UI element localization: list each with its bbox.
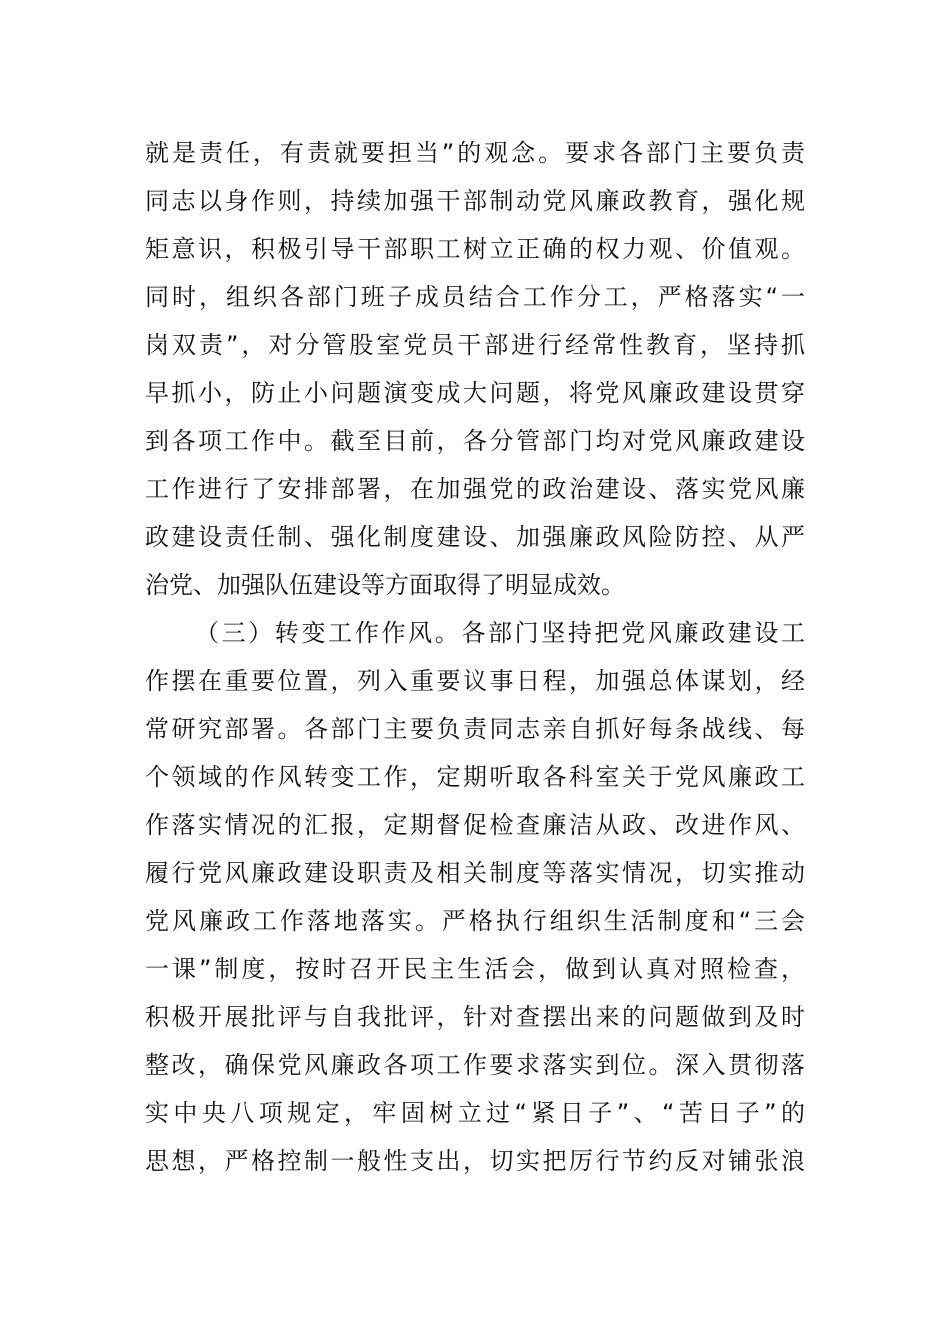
text-line: 工作进行了安排部署，在加强党的政治建设、落实党风廉 bbox=[145, 475, 805, 503]
text-line: 履行党风廉政建设职责及相关制度等落实情况，切实推动 bbox=[145, 859, 805, 887]
text-line: 实中央八项规定，牢固树立过“紧日子”、“苦日子”的 bbox=[145, 1099, 805, 1127]
text-line: 治党、加强队伍建设等方面取得了明显成效。 bbox=[145, 571, 625, 599]
text-line: 一课”制度，按时召开民主生活会，做到认真对照检查， bbox=[145, 955, 805, 983]
document-page bbox=[145, 129, 805, 1185]
text-line: 早抓小，防止小问题演变成大问题，将党风廉政建设贯穿 bbox=[145, 379, 805, 407]
text-line: 个领域的作风转变工作，定期听取各科室关于党风廉政工 bbox=[145, 763, 805, 791]
text-line: 同时，组织各部门班子成员结合工作分工，严格落实“一 bbox=[145, 283, 805, 311]
text-line: 同志以身作则，持续加强干部制动党风廉政教育，强化规 bbox=[145, 187, 805, 215]
text-line: 整改，确保党风廉政各项工作要求落实到位。深入贯彻落 bbox=[145, 1051, 805, 1079]
paragraph bbox=[145, 609, 805, 1185]
section-heading-line: （三）转变工作作风。各部门坚持把党风廉政建设工 bbox=[195, 619, 805, 647]
text-line: 思想，严格控制一般性支出，切实把厉行节约反对铺张浪 bbox=[145, 1147, 805, 1175]
text-line: 党风廉政工作落地落实。严格执行组织生活制度和“三会 bbox=[145, 907, 805, 935]
text-line: 岗双责”，对分管股室党员干部进行经常性教育，坚持抓 bbox=[145, 331, 805, 359]
text-line: 矩意识，积极引导干部职工树立正确的权力观、价值观。 bbox=[145, 235, 805, 263]
text-line: 作落实情况的汇报，定期督促检查廉洁从政、改进作风、 bbox=[145, 811, 805, 839]
text-line: 作摆在重要位置，列入重要议事日程，加强总体谋划，经 bbox=[145, 667, 805, 695]
text-line: 政建设责任制、强化制度建设、加强廉政风险防控、从严 bbox=[145, 523, 805, 551]
paragraph bbox=[145, 129, 805, 609]
text-line: 常研究部署。各部门主要负责同志亲自抓好每条战线、每 bbox=[145, 715, 805, 743]
text-line: 积极开展批评与自我批评，针对查摆出来的问题做到及时 bbox=[145, 1003, 805, 1031]
text-line: 就是责任，有责就要担当”的观念。要求各部门主要负责 bbox=[145, 139, 805, 167]
text-line: 到各项工作中。截至目前，各分管部门均对党风廉政建设 bbox=[145, 427, 805, 455]
